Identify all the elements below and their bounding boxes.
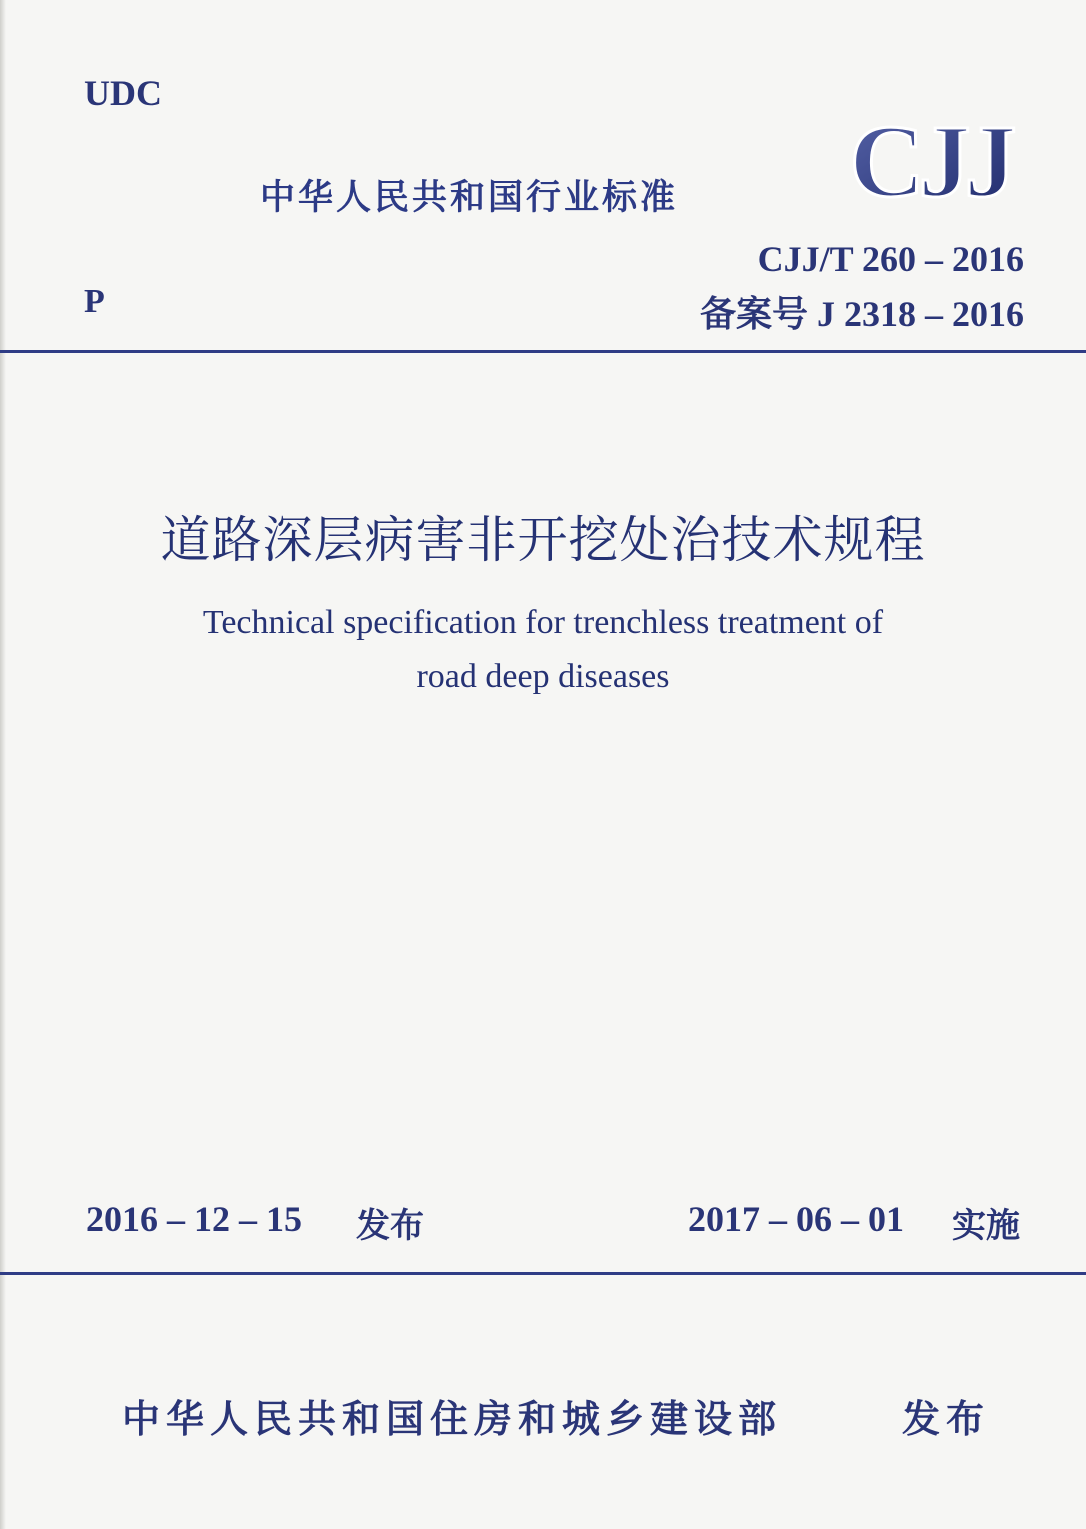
publish-label: 发布	[902, 1397, 991, 1441]
udc-label: UDC	[84, 73, 162, 113]
standard-code: CJJ/T 260 – 2016	[757, 239, 1024, 279]
implement-date: 2017 – 06 – 01	[688, 1199, 904, 1239]
issue-date: 2016 – 12 – 15	[86, 1199, 302, 1239]
standard-type: 中华人民共和国行业标准	[260, 178, 679, 218]
page-edge	[0, 0, 6, 1529]
title-english-line2: road deep diseases	[416, 658, 670, 695]
bottom-rule	[0, 1272, 1086, 1275]
top-rule	[0, 350, 1086, 353]
title-english-line1: Technical specification for trenchless treatment of	[202, 604, 884, 641]
issue-label: 发布	[356, 1206, 424, 1246]
implement-label: 实施	[952, 1206, 1020, 1246]
classification-code: P	[84, 283, 105, 320]
title-chinese: 道路深层病害非开挖处治技术规程	[160, 511, 926, 569]
publisher: 中华人民共和国住房和城乡建设部	[122, 1397, 783, 1441]
record-number: 备案号 J 2318 – 2016	[699, 294, 1024, 334]
cjj-logo	[832, 112, 1028, 204]
logo-text: CJJ	[849, 112, 1011, 204]
